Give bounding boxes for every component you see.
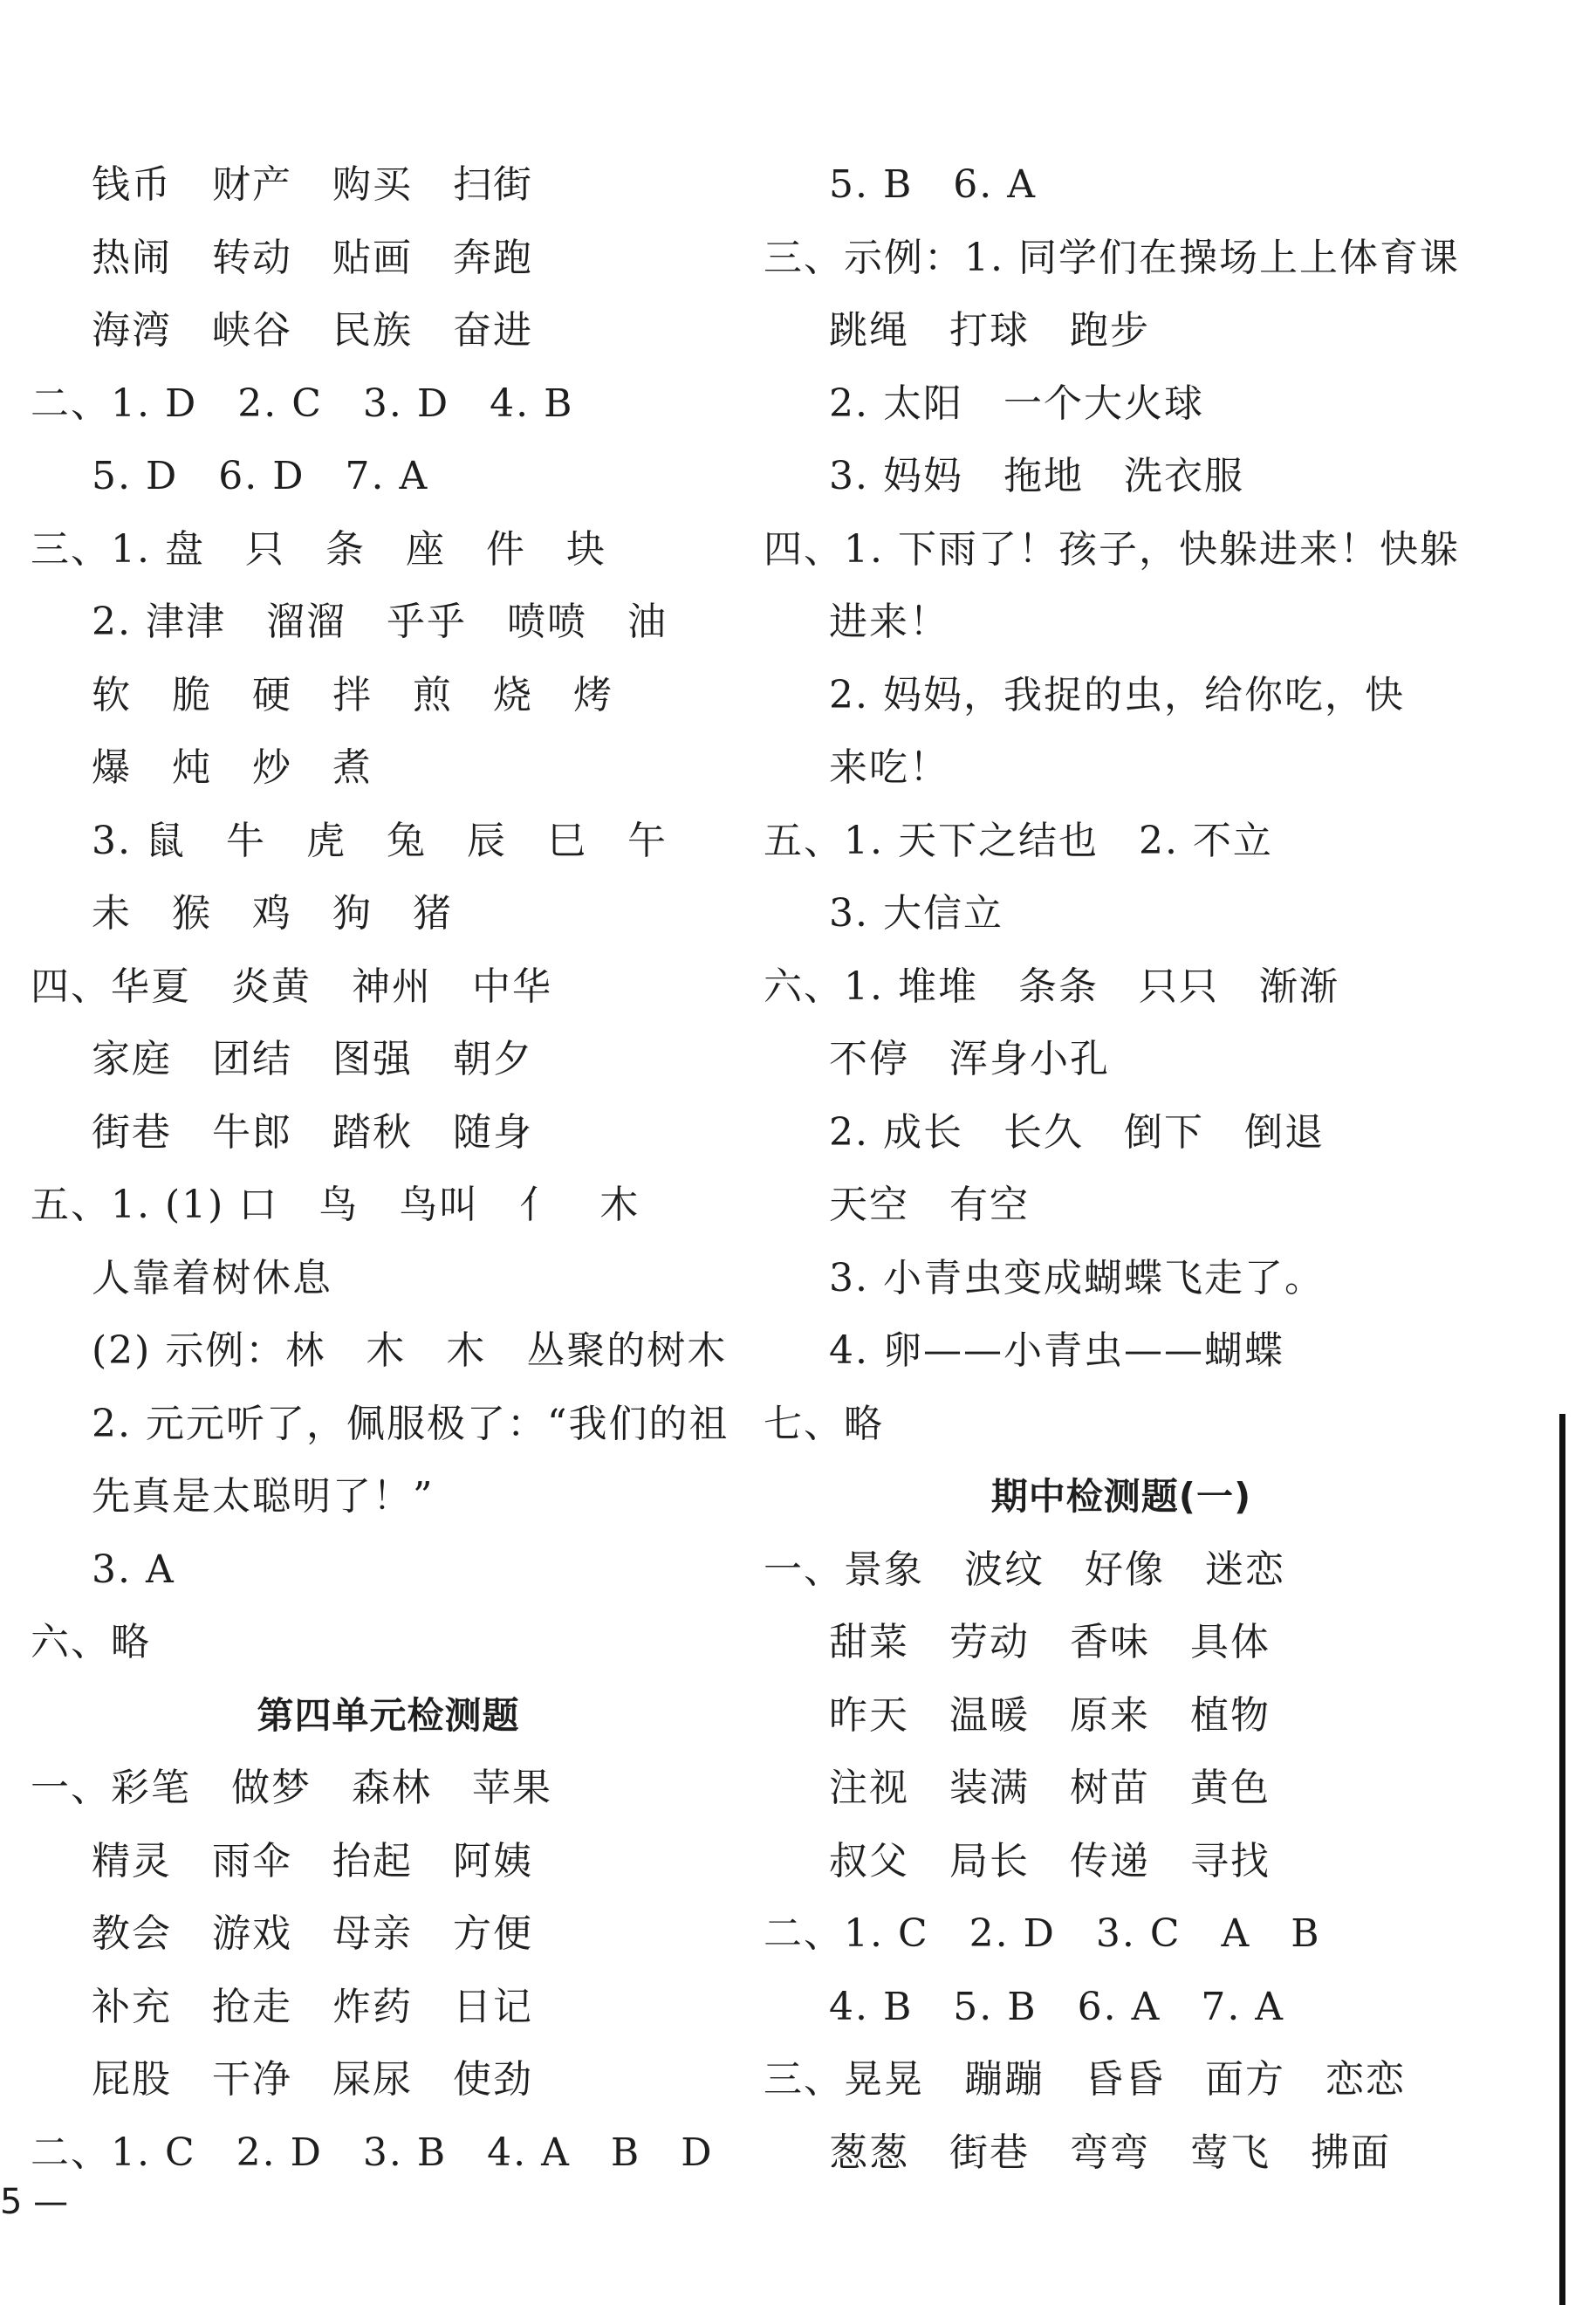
answer-line: 人靠着树休息: [92, 1255, 332, 1300]
answer-line: 五、1. (1) 口 鸟 鸟叫 亻 木: [31, 1183, 640, 1227]
answer-line: 叔父 局长 传递 寻找: [829, 1838, 1271, 1883]
answer-line: 葱葱 街巷 弯弯 莺飞 拂面: [829, 2130, 1391, 2175]
answer-line: 二、1. C 2. D 3. B 4. A B D: [31, 2130, 714, 2175]
answer-line: 3. 小青虫变成蝴蝶飞走了。: [829, 1255, 1325, 1300]
answer-line: 天空 有空: [829, 1183, 1030, 1227]
answer-line: 先真是太聪明了！”: [92, 1474, 435, 1519]
answer-line: 3. 鼠 牛 虎 兔 辰 巳 午: [92, 818, 668, 863]
answer-line: 五、1. 天下之结也 2. 不立: [764, 818, 1273, 863]
answer-line: 3. 大信立: [829, 891, 1003, 936]
answer-line: 海湾 峡谷 民族 奋进: [92, 308, 533, 353]
answer-line: 街巷 牛郎 踏秋 随身: [92, 1109, 533, 1155]
answer-line: 5. B 6. A: [829, 162, 1038, 207]
answer-line: 教会 游戏 母亲 方便: [92, 1911, 533, 1956]
left-column: [31, 148, 746, 2189]
answer-line: 2. 妈妈，我捉的虫，给你吃，快: [829, 672, 1405, 717]
section-heading: 第四单元检测题: [257, 1693, 520, 1737]
answer-line: 七、略: [764, 1401, 884, 1446]
answer-line: 一、景象 波纹 好像 迷恋: [764, 1547, 1285, 1592]
answer-line: 4. B 5. B 6. A 7. A: [829, 1984, 1285, 2029]
answer-line: 跳绳 打球 跑步: [829, 308, 1150, 353]
answer-line: 2. 太阳 一个大火球: [829, 381, 1204, 426]
answer-line: 三、示例：1. 同学们在操场上上体育课: [764, 235, 1460, 280]
right-column: [764, 148, 1479, 2189]
answer-line: 未 猴 鸡 狗 猪: [92, 891, 453, 936]
answer-line: 二、1. D 2. C 3. D 4. B: [31, 381, 574, 426]
answer-line: 2. 成长 长久 倒下 倒退: [829, 1109, 1325, 1155]
answer-line: 进来！: [829, 600, 949, 644]
answer-line: 4. 卵——小青虫——蝴蝶: [829, 1328, 1284, 1373]
answer-line: 钱币 财产 购买 扫街: [92, 162, 533, 207]
answer-line: 四、1. 下雨了！孩子，快躲进来！快躲: [764, 526, 1460, 572]
answer-line: 精灵 雨伞 抬起 阿姨: [92, 1838, 533, 1883]
answer-line: 补充 抢走 炸药 日记: [92, 1984, 533, 2029]
answer-line: 三、1. 盘 只 条 座 件 块: [31, 526, 606, 572]
answer-line: (2) 示例：林 木 木 丛聚的树木: [92, 1328, 728, 1373]
page-number: 5 —: [0, 2182, 69, 2222]
answer-line: 不停 浑身小孔: [829, 1037, 1110, 1081]
answer-line: 爆 炖 炒 煮: [92, 745, 373, 790]
answer-line: 软 脆 硬 拌 煎 烧 烤: [92, 672, 613, 717]
answer-line: 甜菜 劳动 香味 具体: [829, 1620, 1271, 1664]
answer-line: 一、彩笔 做梦 森林 苹果: [31, 1766, 552, 1810]
section-heading: 期中检测题(一): [990, 1475, 1252, 1518]
answer-line: 三、晃晃 蹦蹦 昏昏 面方 恋恋: [764, 2057, 1406, 2102]
answer-line: 3. A: [92, 1547, 175, 1592]
answer-line: 2. 津津 溜溜 乎乎 喷喷 油: [92, 600, 668, 644]
answer-line: 二、1. C 2. D 3. C A B: [764, 1911, 1321, 1956]
answer-line: 六、略: [31, 1620, 151, 1664]
answer-line: 5. D 6. D 7. A: [92, 454, 429, 498]
answer-line: 来吃！: [829, 745, 949, 790]
answer-line: 注视 装满 树苗 黄色: [829, 1766, 1271, 1810]
answer-line: 四、华夏 炎黄 神州 中华: [31, 964, 552, 1009]
answer-line: 屁股 干净 屎尿 使劲: [92, 2057, 533, 2102]
answer-line: 3. 妈妈 拖地 洗衣服: [829, 454, 1244, 498]
answer-line: 六、1. 堆堆 条条 只只 渐渐: [764, 964, 1339, 1009]
answer-line: 热闹 转动 贴画 奔跑: [92, 235, 533, 280]
page-edge-bar: [1559, 1414, 1565, 2305]
answer-line: 2. 元元听了，佩服极了：“我们的祖: [92, 1401, 730, 1446]
answer-line: 昨天 温暖 原来 植物: [829, 1692, 1271, 1738]
answer-line: 家庭 团结 图强 朝夕: [92, 1037, 533, 1081]
